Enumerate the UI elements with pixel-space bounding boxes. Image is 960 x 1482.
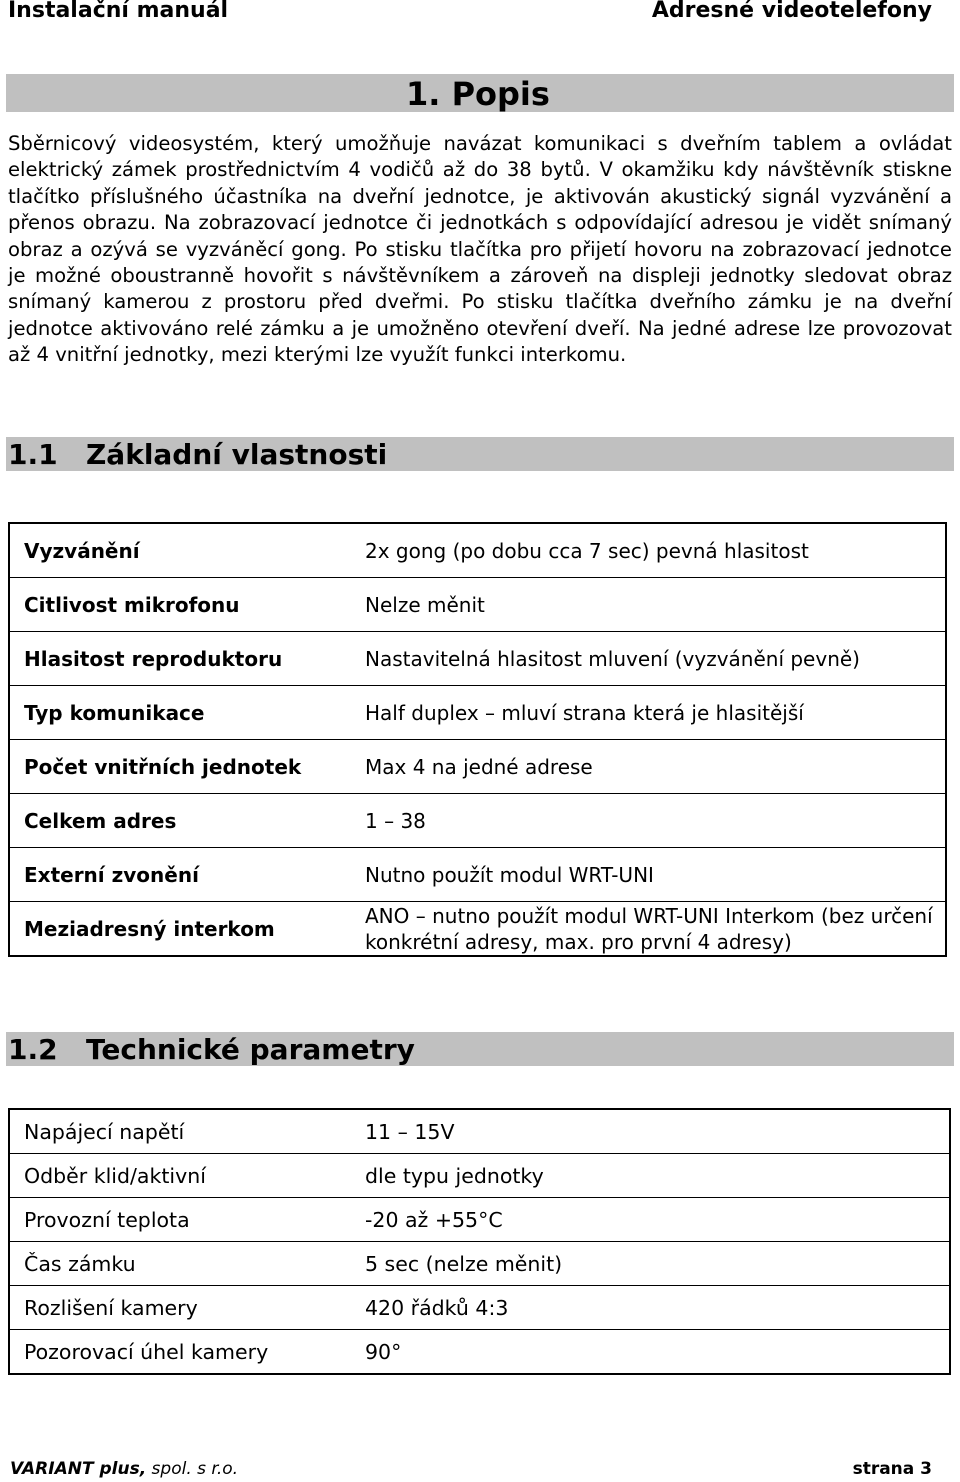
property-value: Nelze měnit (351, 578, 946, 632)
table-row (9, 1198, 950, 1242)
parameter-value: 5 sec (nelze měnit) (351, 1242, 950, 1286)
section-1-1-heading-bar (6, 437, 954, 471)
parameter-value: -20 až +55°C (351, 1198, 950, 1242)
parameter-label: Rozlišení kamery (9, 1286, 351, 1330)
table-row (9, 1154, 950, 1198)
property-label: Hlasitost reproduktoru (9, 632, 351, 686)
footer-company (10, 1458, 238, 1480)
table-row (9, 1286, 950, 1330)
table-row (9, 686, 946, 740)
property-value: Half duplex – mluví strana která je hlasitější (351, 686, 946, 740)
parameter-label: Provozní teplota (9, 1198, 351, 1242)
table-row (9, 523, 946, 578)
property-label: Externí zvonění (9, 848, 351, 902)
parameter-value: 11 – 15V (351, 1109, 950, 1154)
property-label: Počet vnitřních jednotek (9, 740, 351, 794)
footer-company-suffix: spol. s r.o. (146, 1459, 239, 1479)
table-row (9, 578, 946, 632)
parameter-value: 90° (351, 1330, 950, 1375)
section-1-1-title: Základní vlastnosti (86, 438, 388, 471)
footer-company-name: VARIANT plus, (10, 1459, 147, 1479)
section-1-1-number: 1.1 (8, 438, 58, 471)
table-row (9, 1330, 950, 1375)
technical-parameters-table (8, 1108, 951, 1375)
table-row (9, 794, 946, 848)
section-1-title: 1. Popis (406, 75, 550, 113)
header-manual-title: Instalační manuál (8, 0, 229, 23)
table-row (9, 632, 946, 686)
table-row (9, 740, 946, 794)
section-1-heading-bar (6, 74, 954, 112)
section-1-2-heading-bar (6, 1032, 954, 1066)
parameter-value: dle typu jednotky (351, 1154, 950, 1198)
parameter-label: Pozorovací úhel kamery (9, 1330, 351, 1375)
footer-page-number: strana 3 (852, 1459, 932, 1479)
property-label: Citlivost mikrofonu (9, 578, 351, 632)
property-label: Celkem adres (9, 794, 351, 848)
parameter-label: Odběr klid/aktivní (9, 1154, 351, 1198)
description-paragraph: Sběrnicový videosystém, který umožňuje navázat komunikaci s dveřním tablem a ovládat elektrický zámek prostřednictvím 4 vodičů až do 38 bytů. V okamžiku kdy návštěvník stiskne tlačítko příslušného účastníka na dveřní jednotce, je aktivován akustický signál vyzvánění a přenos obrazu. Na zobrazovací jednotce či jednotkách s odpovídající adresou je vidět snímaný obraz a ozývá se vyzváněcí gong. Po stisku tlačítka pro přijetí hovoru na zobrazovací jednotce je možné oboustranně hovořit s návštěvníkem a zároveň na displeji jednotky sledovat obraz snímaný kamerou z prostoru před dveřmi. Po stisku tlačítka dveřního zámku je na dveřní jednotce aktivováno relé zámku a je umožněno otevření dveří. Na jedné adrese lze provozovat až 4 vnitřní jednotky, mezi kterými lze využít funkci interkomu. (8, 132, 952, 367)
parameter-label: Čas zámku (9, 1242, 351, 1286)
section-1-2-number: 1.2 (8, 1033, 58, 1066)
table-row (9, 848, 946, 902)
property-label: Vyzvánění (9, 523, 351, 578)
basic-properties-table (8, 522, 947, 957)
property-value: 2x gong (po dobu cca 7 sec) pevná hlasitost (351, 523, 946, 578)
property-value: 1 – 38 (351, 794, 946, 848)
property-label: Typ komunikace (9, 686, 351, 740)
property-value: ANO – nutno použít modul WRT-UNI Interkom (bez určení konkrétní adresy, max. pro první 4 adresy) (351, 902, 946, 957)
table-row (9, 1109, 950, 1154)
property-value: Nutno použít modul WRT-UNI (351, 848, 946, 902)
parameter-label: Napájecí napětí (9, 1109, 351, 1154)
property-label: Meziadresný interkom (9, 902, 351, 957)
property-value: Max 4 na jedné adrese (351, 740, 946, 794)
section-1-2-title: Technické parametry (86, 1033, 415, 1066)
table-row (9, 902, 946, 957)
header-product-title: Adresné videotelefony (651, 0, 932, 23)
table-row (9, 1242, 950, 1286)
parameter-value: 420 řádků 4:3 (351, 1286, 950, 1330)
property-value: Nastavitelná hlasitost mluvení (vyzvánění pevně) (351, 632, 946, 686)
